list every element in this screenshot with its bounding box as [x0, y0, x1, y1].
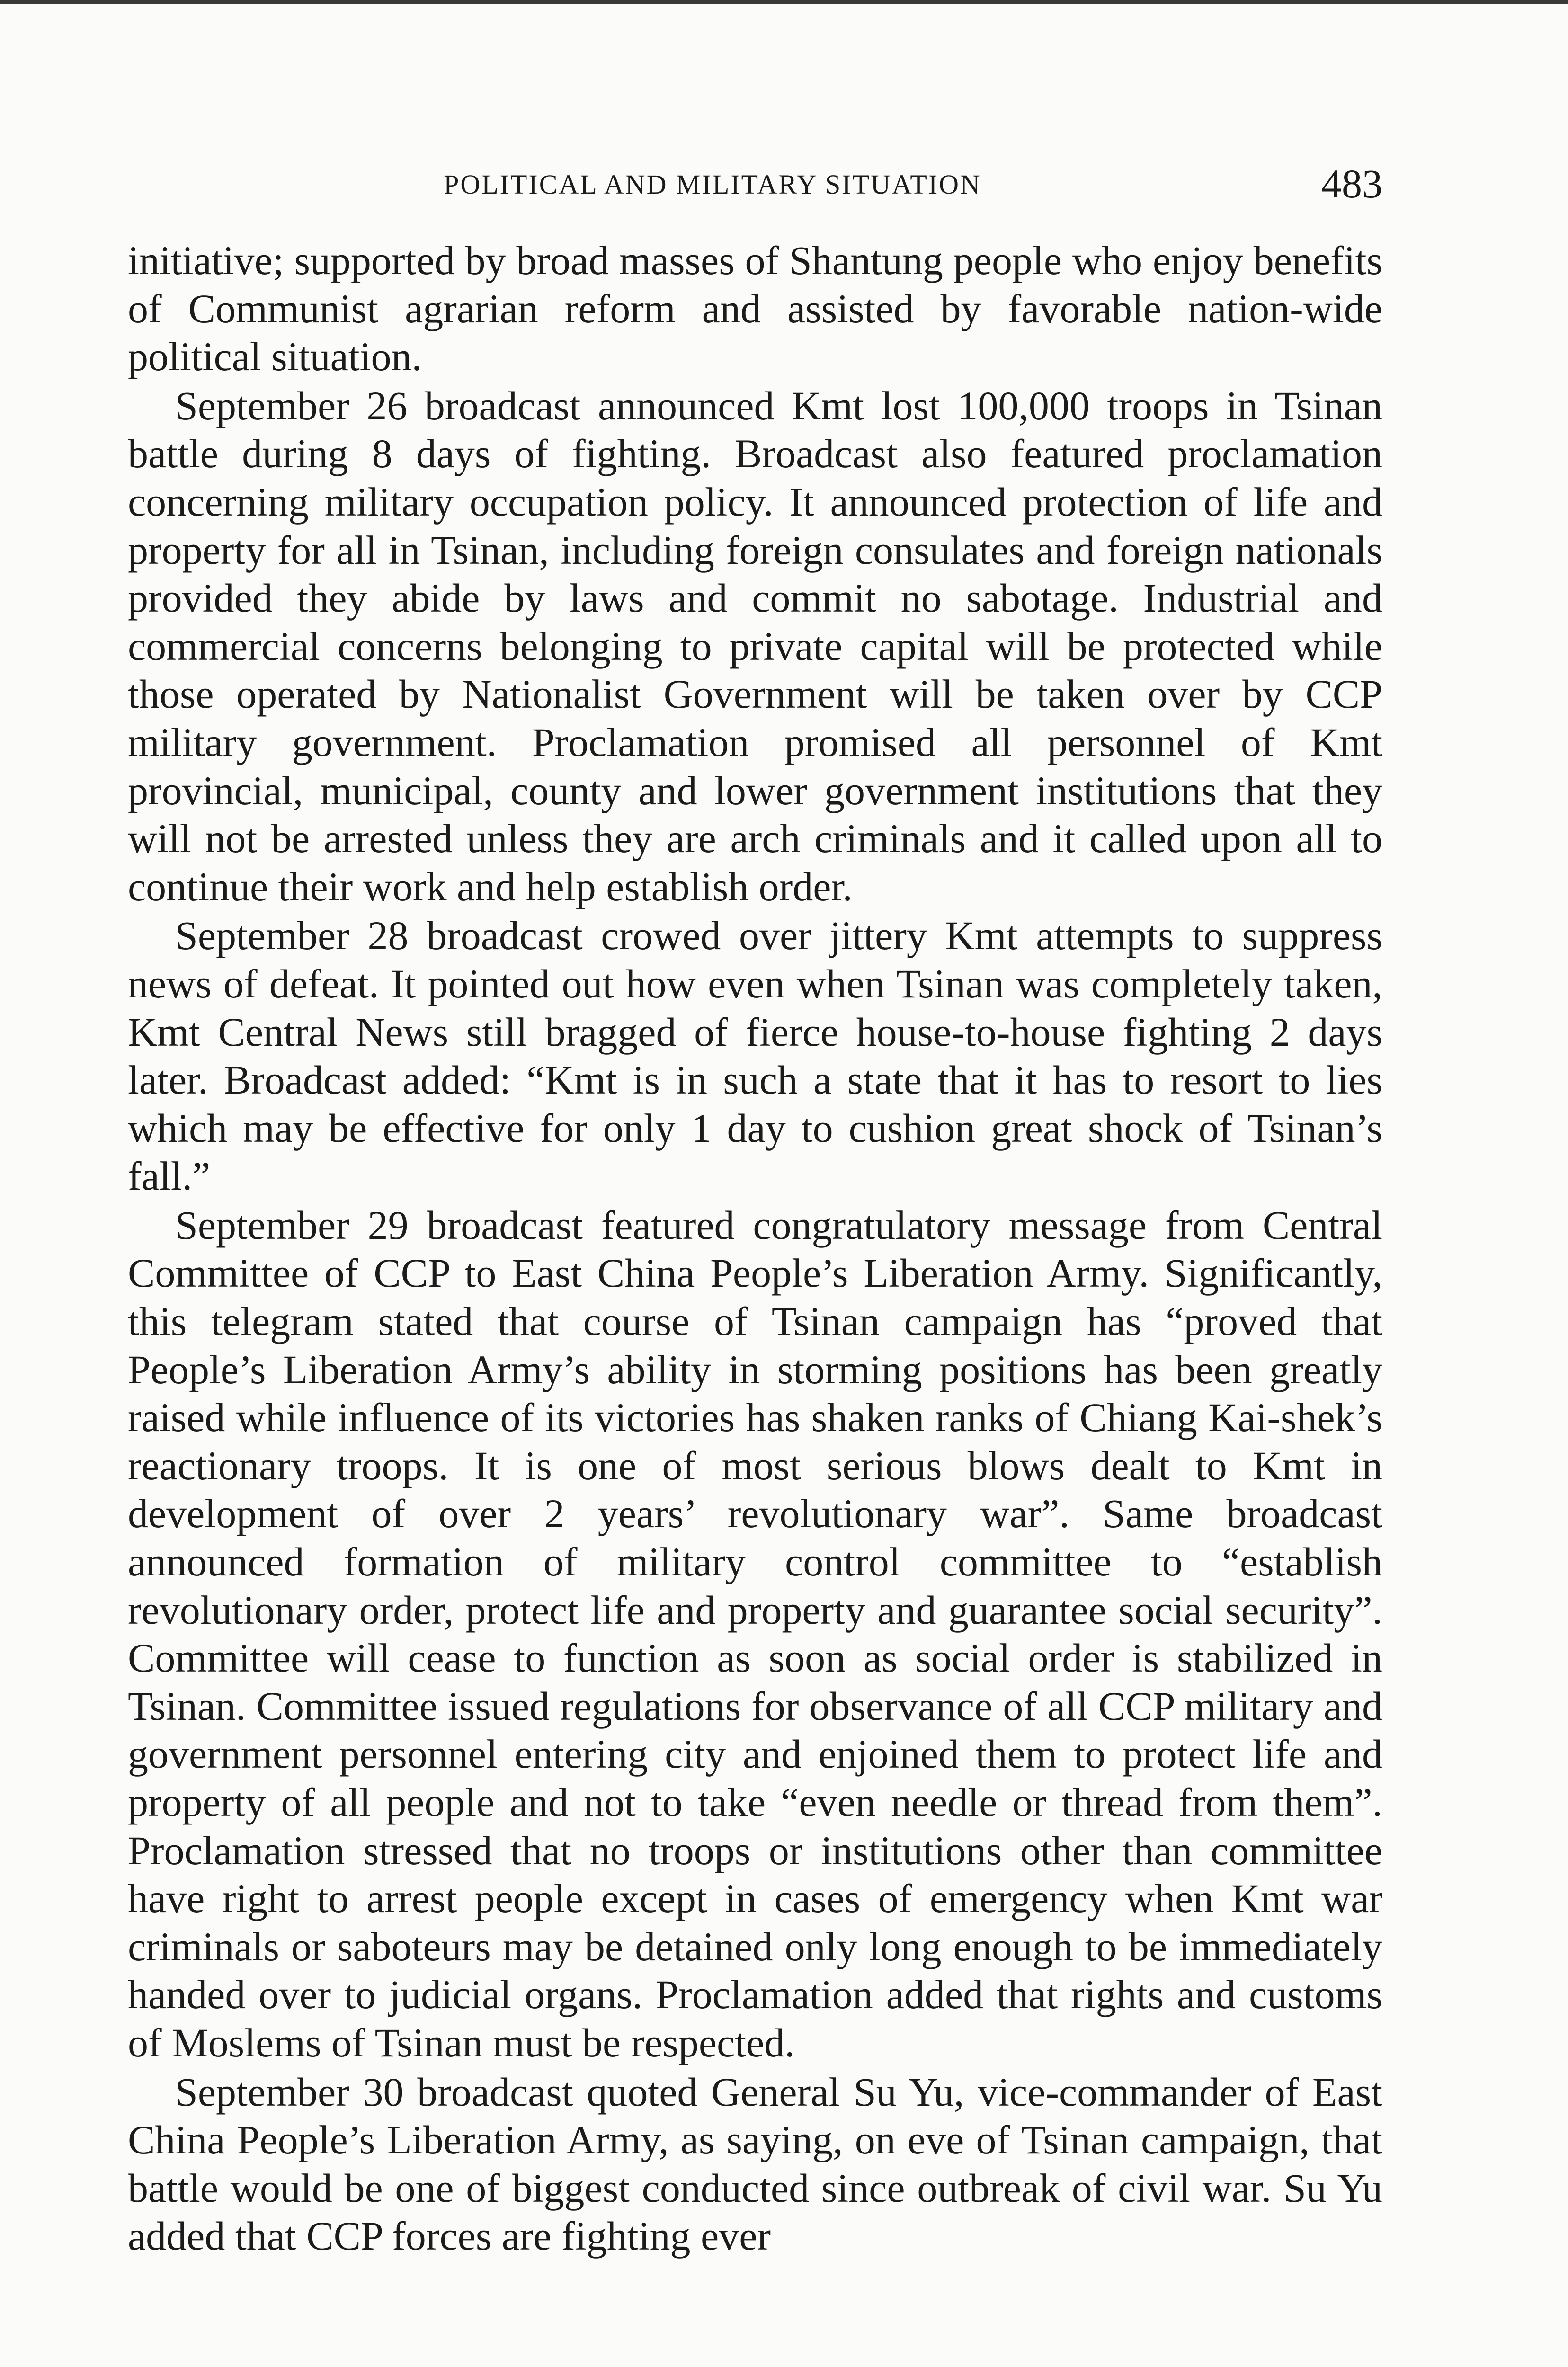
body-text [128, 237, 1382, 2261]
paragraph-sept-30: September 30 broadcast quoted General Su Yu, vice-commander of East China People’s Liberation Army, as saying, on eve of Tsinan campaign, that battle would be one of biggest conducted since outbreak of civil war. Su Yu added that CCP forces are fighting ever [128, 2069, 1382, 2259]
paragraph-sept-26: September 26 broadcast announced Kmt lost 100,000 troops in Tsinan battle during 8 days of fighting. Broadcast also featured proclamation concerning military occupation policy. It announced protection of life and property for all in Tsinan, including foreign consulates and foreign nationals provided they abide by laws and commit no sabotage. Industrial and commercial concerns belonging to private capital will be protected while those operated by Nationalist Government will be taken over by CCP military government. Proclamation promised all personnel of Kmt provincial, municipal, county and lower government institutions that they will not be arrested unless they are arch criminals and it called upon all to continue their work and help establish order. [128, 383, 1382, 909]
paragraph-sept-29: September 29 broadcast featured congratulatory message from Central Committee of CCP to East China People’s Liberation Army. Significantly, this telegram stated that course of Tsinan campaign has “proved that People’s Liberation Army’s ability in storming positions has been greatly raised while influence of its victories has shaken ranks of Chiang Kai-shek’s reactionary troops. It is one of most serious blows dealt to Kmt in development of over 2 years’ revolutionary war”. Same broadcast announced formation of military control committee to “establish revolutionary order, protect life and property and guarantee social security”. Committee will cease to function as soon as social order is stabilized in Tsinan. Committee issued regulations for observance of all CCP military and government personnel entering city and enjoined them to protect life and property of all people and not to take “even needle or thread from them”. Proclamation stressed that no troops or institutions other than committee have right to arrest people except in cases of emergency when Kmt war criminals or saboteurs may be detained only long enough to be immediately handed over to judicial organs. Proclamation added that rights and customs of Moslems of Tsinan must be respected. [128, 1202, 1382, 2065]
paragraph-sept-28: September 28 broadcast crowed over jittery Kmt attempts to suppress news of defeat. It pointed out how even when Tsinan was completely taken, Kmt Central News still bragged of fierce house-to-house fighting 2 days later. Broadcast added: “Kmt is in such a state that it has to resort to lies which may be effective for only 1 day to cushion great shock of Tsinan’s fall.” [128, 913, 1382, 1199]
page-header [128, 160, 1382, 212]
page-number: 483 [1321, 161, 1382, 206]
top-border-rule [0, 0, 1568, 4]
running-title: POLITICAL AND MILITARY SITUATION [444, 169, 981, 200]
paragraph-continuation: initiative; supported by broad masses of Shantung people who enjoy benefits of Communist agrarian reform and assisted by favorable nation-wide political situation. [128, 238, 1382, 380]
